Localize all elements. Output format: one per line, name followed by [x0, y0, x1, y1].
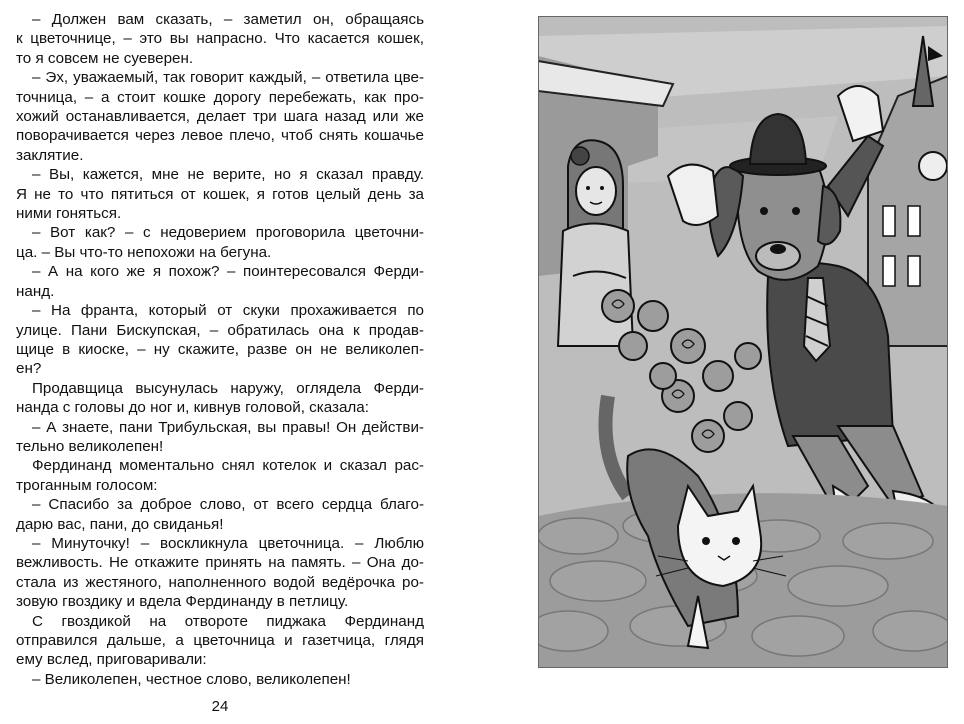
text-line: – Эх, уважаемый, так говорит каждый, – ответила цве-: [32, 69, 424, 87]
text-line: тельно великолепен!: [16, 437, 164, 455]
text-line: – Вот как? – с недоверием проговорила цветочни-: [32, 224, 424, 242]
text-line: стала из жестяного, наполненного водой ведёрочка ро-: [16, 573, 424, 591]
text-line: точница, – а стоит кошке дорогу перебежать, как про-: [16, 88, 424, 106]
text-line: ему вслед, приговаривали:: [16, 651, 207, 669]
text-line: улице. Пани Бискупская, – обратилась она к продав-: [16, 321, 424, 339]
text-line: троганным голосом:: [16, 476, 158, 494]
text-line: Фердинанд моментально снял котелок и сказал рас-: [32, 457, 424, 475]
text-line: заклятие.: [16, 146, 84, 164]
text-line: ними гоняться.: [16, 205, 122, 223]
text-line: отправился дальше, а цветочница и газетчица, глядя: [16, 632, 424, 649]
text-line: Продавщица высунулась наружу, оглядела Ферди-: [32, 379, 424, 397]
text-line: – Минуточку! – воскликнула цветочница. – Люблю: [32, 534, 424, 552]
text-line: дарю вас, пани, до свиданья!: [16, 515, 224, 533]
text-line: ен?: [16, 360, 42, 378]
text-line: к цветочнице, – это вы напрасно. Что касается кошек,: [16, 30, 424, 48]
page-number: 24: [211, 698, 229, 715]
text-line: ца. – Вы что-то непохожи на бегуна.: [16, 243, 272, 261]
text-line: поворачивается через левое плечо, чтоб снять кошачье: [16, 127, 424, 145]
text-line: – На франта, который от скуки прохаживается по: [32, 302, 424, 320]
text-line: зовую гвоздику и вдела Фердинанду в петлицу.: [16, 593, 349, 611]
text-line: – Спасибо за доброе слово, от всего сердца благо-: [32, 496, 424, 514]
text-line: хожий останавливается, делает три шага назад или же: [16, 108, 424, 126]
story-illustration: [538, 16, 948, 668]
text-line: вежливость. Не откажите принять на память. – Она до-: [16, 554, 424, 572]
story-text-column: [16, 10, 424, 689]
text-line: нанда с головы до ног и, кивнув головой, сказала:: [16, 399, 369, 417]
text-line: – Должен вам сказать, – заметил он, обращаясь: [32, 11, 424, 28]
clock: [919, 152, 947, 180]
text-line: – Великолепен, честное слово, великолепен!: [32, 670, 351, 688]
text-line: нанд.: [16, 282, 55, 300]
text-line: – А знаете, пани Трибульская, вы правы! Он действи-: [32, 418, 424, 436]
text-line: то я совсем не суеверен.: [16, 49, 194, 67]
text-line: – А на кого же я похож? – поинтересовался Ферди-: [32, 263, 424, 281]
text-line: щице в киоске, – ну скажите, разве он не великолеп-: [16, 340, 424, 358]
text-line: С гвоздикой на отвороте пиджака Фердинанд: [32, 612, 424, 630]
text-line: – Вы, кажется, мне не верите, но я сказал правду.: [32, 166, 424, 184]
text-line: Я не то что пятиться от кошек, я готов целый день за: [16, 185, 424, 203]
